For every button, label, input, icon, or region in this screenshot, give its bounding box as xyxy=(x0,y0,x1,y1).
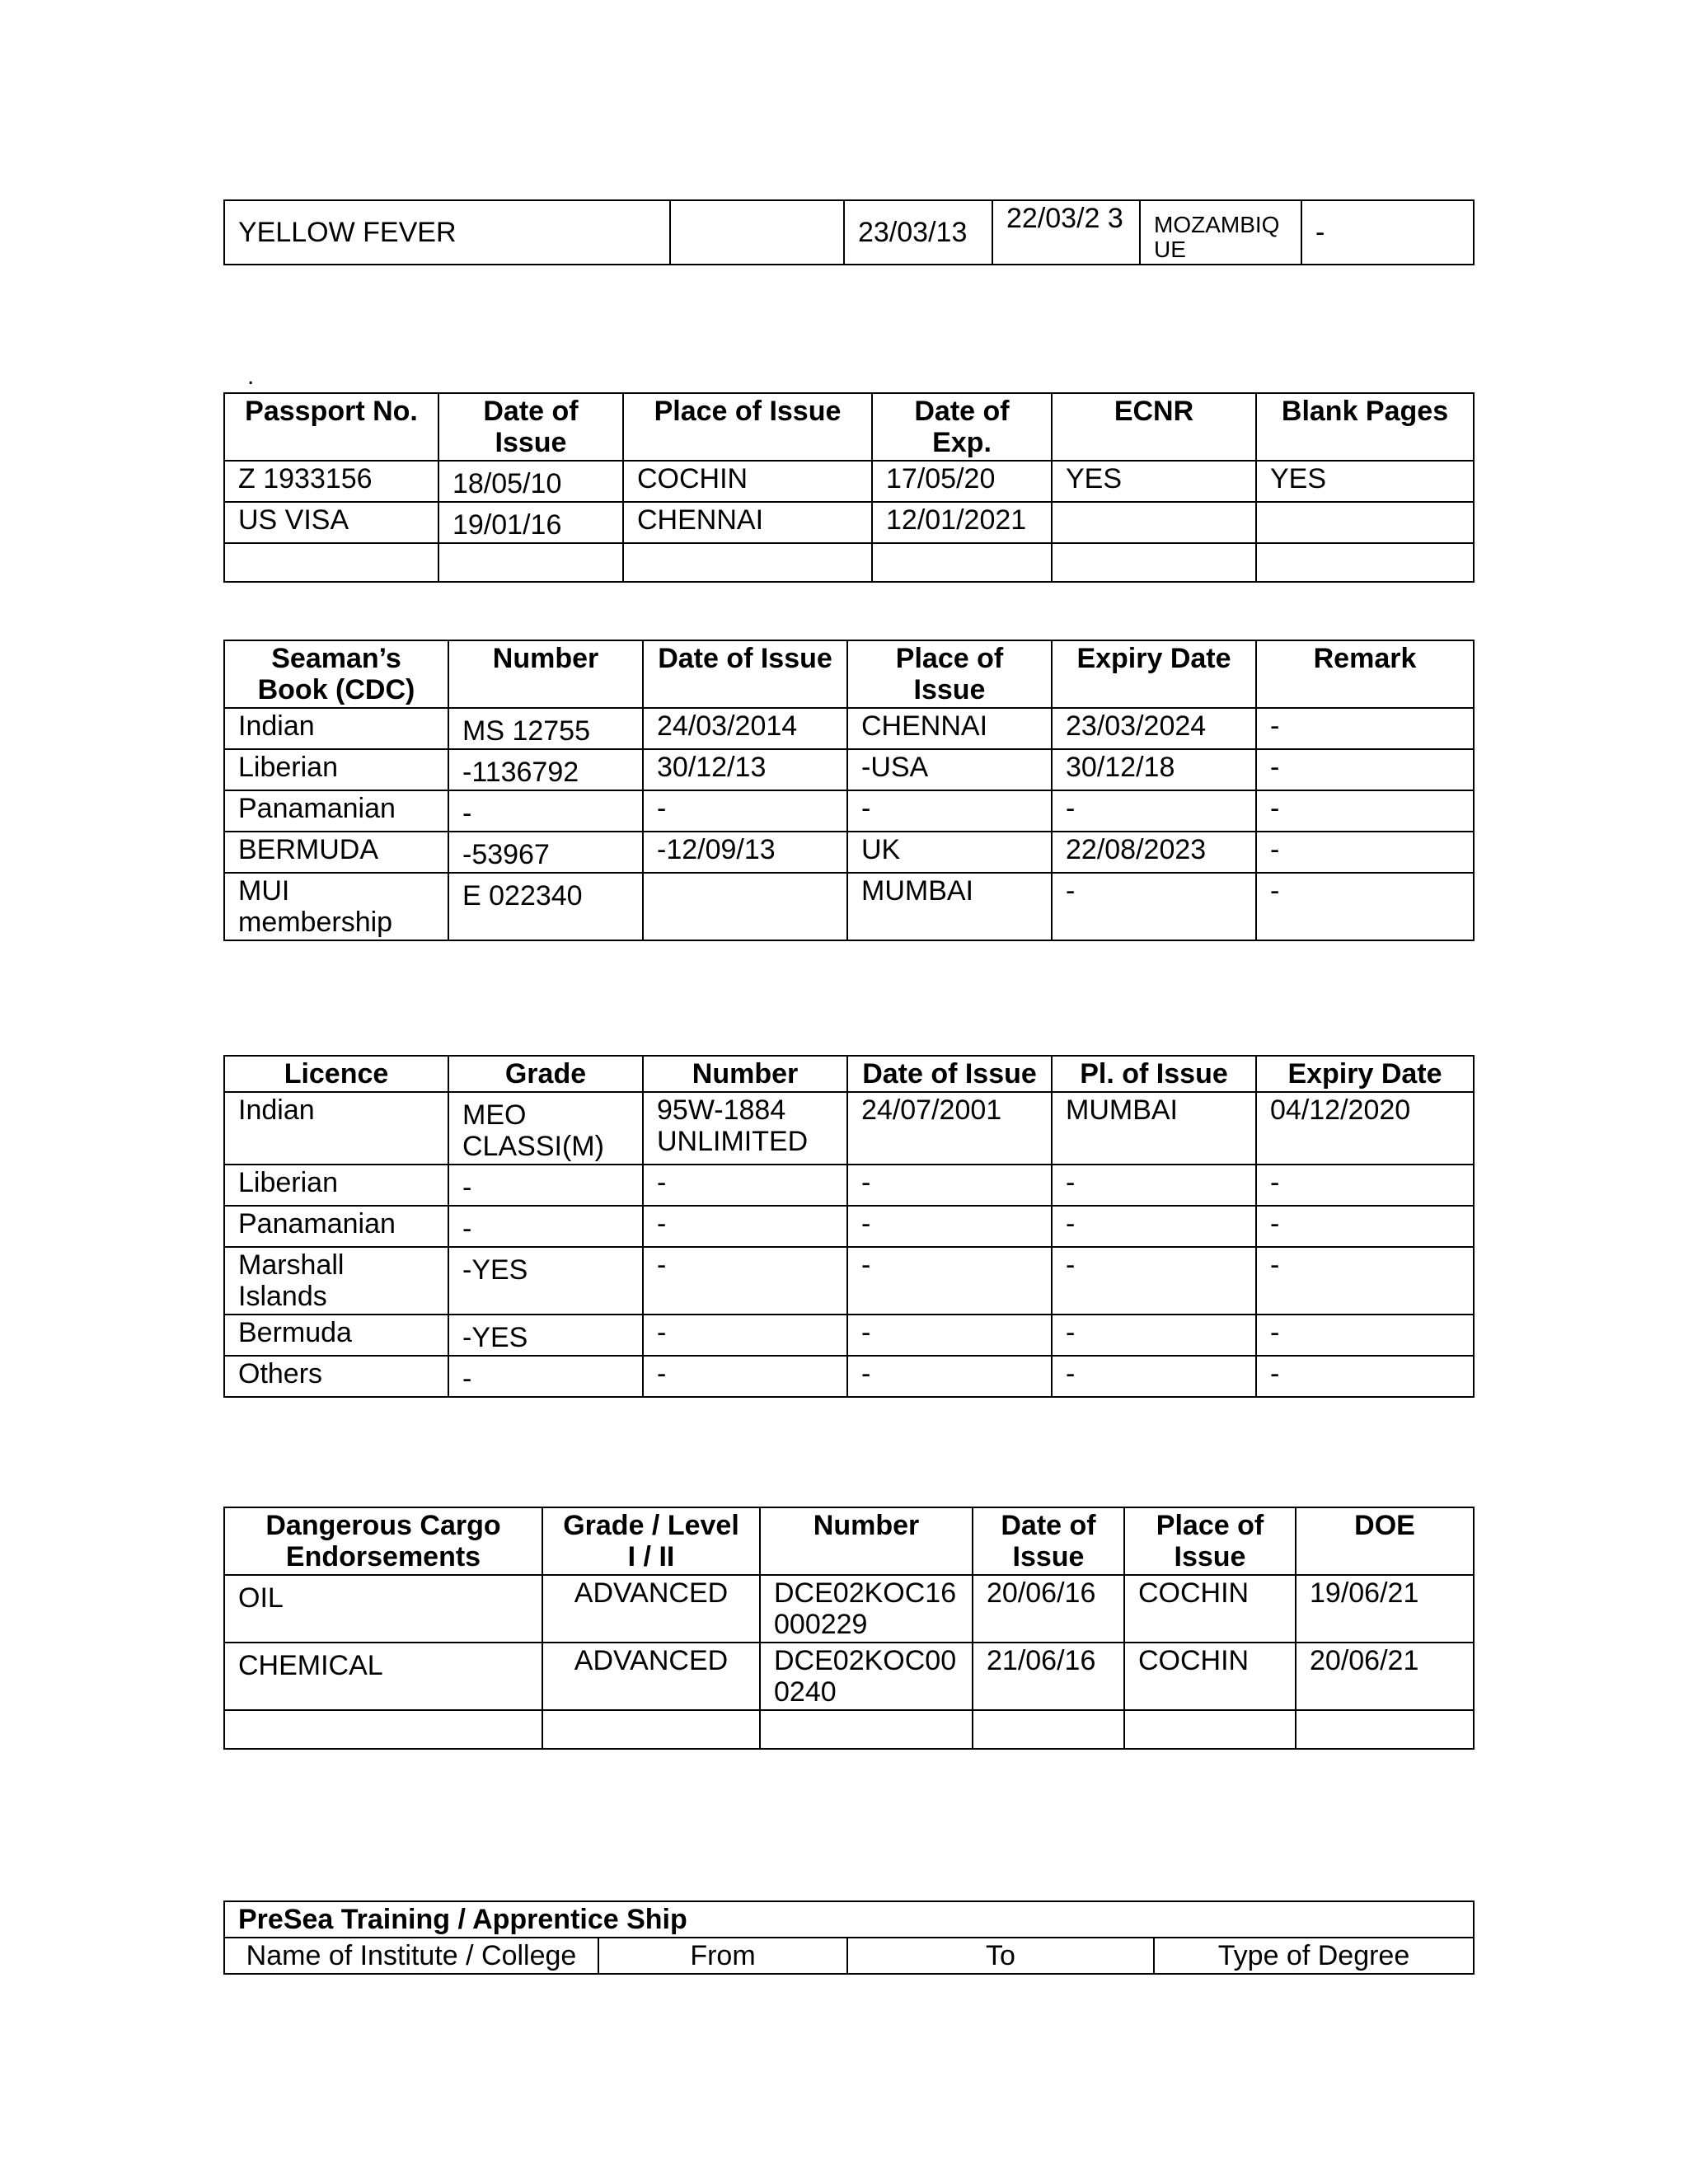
column-header: Date of Issue xyxy=(973,1507,1124,1575)
table-cell xyxy=(224,1710,542,1749)
table-row xyxy=(224,1315,1474,1356)
table-cell: E 022340 xyxy=(448,873,643,940)
table-cell xyxy=(872,543,1052,582)
table-cell xyxy=(760,1710,973,1749)
table-cell: - xyxy=(847,1206,1052,1247)
table-cell: 12/01/2021 xyxy=(872,502,1052,543)
table-cell: CHEMICAL xyxy=(224,1643,542,1710)
column-header: Grade / Level I / II xyxy=(542,1507,760,1575)
column-header: Type of Degree xyxy=(1154,1938,1474,1974)
table-cell: - xyxy=(1052,1165,1256,1206)
licence-table xyxy=(223,1055,1475,1398)
table-cell: ADVANCED xyxy=(542,1643,760,1710)
table-cell: - xyxy=(847,1247,1052,1315)
table-cell: - xyxy=(643,1315,847,1356)
column-header: Date of Exp. xyxy=(872,393,1052,461)
table-row xyxy=(224,749,1474,790)
table-cell: 19/01/16 xyxy=(438,502,623,543)
table-cell: BERMUDA xyxy=(224,832,448,873)
vaccine-date-of-issue: 23/03/13 xyxy=(844,200,992,265)
vaccine-expiry: 22/03/2 3 xyxy=(992,200,1140,265)
table-cell: - xyxy=(448,1206,643,1247)
table-cell: 95W-1884 UNLIMITED xyxy=(643,1092,847,1165)
column-header: Date of Issue xyxy=(438,393,623,461)
table-cell: ADVANCED xyxy=(542,1575,760,1643)
table-cell xyxy=(623,543,872,582)
column-header: Date of Issue xyxy=(847,1056,1052,1092)
table-cell: MUI membership xyxy=(224,873,448,940)
table-cell: - xyxy=(448,790,643,832)
table-cell xyxy=(1296,1710,1474,1749)
table-row xyxy=(224,200,1474,265)
table-cell: DCE02KOC16 000229 xyxy=(760,1575,973,1643)
table-cell: Z 1933156 xyxy=(224,461,438,502)
column-header: Number xyxy=(448,640,643,708)
table-cell: YES xyxy=(1256,461,1474,502)
table-cell: CHENNAI xyxy=(847,708,1052,749)
table-cell: - xyxy=(1256,1315,1474,1356)
table-header-row xyxy=(224,1507,1474,1575)
table-cell: - xyxy=(1052,790,1256,832)
table-cell: - xyxy=(1256,832,1474,873)
table-cell: COCHIN xyxy=(623,461,872,502)
table-cell: MUMBAI xyxy=(1052,1092,1256,1165)
table-cell: 23/03/2024 xyxy=(1052,708,1256,749)
table-row xyxy=(224,461,1474,502)
column-header: Date of Issue xyxy=(643,640,847,708)
separator-dot: . xyxy=(247,363,255,390)
table-cell: - xyxy=(1256,873,1474,940)
column-header: Number xyxy=(760,1507,973,1575)
vaccine-name: YELLOW FEVER xyxy=(224,200,670,265)
column-header: Grade xyxy=(448,1056,643,1092)
table-cell: - xyxy=(847,790,1052,832)
table-cell: 30/12/13 xyxy=(643,749,847,790)
table-cell: - xyxy=(643,1356,847,1397)
column-header: From xyxy=(598,1938,847,1974)
table-row xyxy=(224,543,1474,582)
table-row xyxy=(224,1575,1474,1643)
column-header: Number xyxy=(643,1056,847,1092)
section-title: PreSea Training / Apprentice Ship xyxy=(224,1901,1474,1938)
table-cell: - xyxy=(1256,1247,1474,1315)
table-cell: 22/08/2023 xyxy=(1052,832,1256,873)
vaccine-number xyxy=(670,200,844,265)
table-cell: DCE02KOC00 0240 xyxy=(760,1643,973,1710)
table-cell xyxy=(973,1710,1124,1749)
column-header: Expiry Date xyxy=(1052,640,1256,708)
table-cell xyxy=(1256,543,1474,582)
table-cell: COCHIN xyxy=(1124,1575,1296,1643)
table-row xyxy=(224,708,1474,749)
table-cell xyxy=(542,1710,760,1749)
table-cell: YES xyxy=(1052,461,1256,502)
table-cell: Indian xyxy=(224,708,448,749)
table-cell: 24/03/2014 xyxy=(643,708,847,749)
table-cell xyxy=(1256,502,1474,543)
table-cell: 30/12/18 xyxy=(1052,749,1256,790)
table-cell: - xyxy=(847,1165,1052,1206)
table-row xyxy=(224,1206,1474,1247)
table-cell: - xyxy=(1052,1206,1256,1247)
table-row xyxy=(224,873,1474,940)
presea-table xyxy=(223,1900,1475,1975)
table-cell: US VISA xyxy=(224,502,438,543)
table-cell: -YES xyxy=(448,1247,643,1315)
table-cell: - xyxy=(1052,1315,1256,1356)
table-cell: Others xyxy=(224,1356,448,1397)
table-cell: 04/12/2020 xyxy=(1256,1092,1474,1165)
column-header: Blank Pages xyxy=(1256,393,1474,461)
table-cell: Liberian xyxy=(224,1165,448,1206)
table-cell: - xyxy=(1052,873,1256,940)
column-header: Dangerous Cargo Endorsements xyxy=(224,1507,542,1575)
column-header: Passport No. xyxy=(224,393,438,461)
column-header: Licence xyxy=(224,1056,448,1092)
table-row xyxy=(224,1092,1474,1165)
table-cell: - xyxy=(1256,1206,1474,1247)
table-cell: - xyxy=(1052,1356,1256,1397)
vaccine-place: MOZAMBIQ UE xyxy=(1140,200,1301,265)
table-cell: COCHIN xyxy=(1124,1643,1296,1710)
table-cell: - xyxy=(847,1356,1052,1397)
table-cell: OIL xyxy=(224,1575,542,1643)
table-header-row xyxy=(224,640,1474,708)
column-header: Pl. of Issue xyxy=(1052,1056,1256,1092)
table-cell: MS 12755 xyxy=(448,708,643,749)
table-cell: 24/07/2001 xyxy=(847,1092,1052,1165)
table-cell xyxy=(1052,502,1256,543)
table-cell: - xyxy=(1256,790,1474,832)
table-row xyxy=(224,832,1474,873)
table-row xyxy=(224,502,1474,543)
table-cell: - xyxy=(1256,1165,1474,1206)
table-cell: Indian xyxy=(224,1092,448,1165)
table-cell xyxy=(1052,543,1256,582)
column-header: Place of Issue xyxy=(1124,1507,1296,1575)
table-cell: CHENNAI xyxy=(623,502,872,543)
column-header: Name of Institute / College xyxy=(224,1938,598,1974)
table-cell: - xyxy=(448,1356,643,1397)
table-row xyxy=(224,1247,1474,1315)
table-row xyxy=(224,1356,1474,1397)
passport-table xyxy=(223,392,1475,583)
column-header: To xyxy=(847,1938,1154,1974)
cdc-table xyxy=(223,640,1475,941)
table-cell: -12/09/13 xyxy=(643,832,847,873)
vaccination-table xyxy=(223,199,1475,265)
table-cell: Bermuda xyxy=(224,1315,448,1356)
column-header: Place of Issue xyxy=(623,393,872,461)
table-row xyxy=(224,1643,1474,1710)
table-cell: - xyxy=(1256,708,1474,749)
table-cell: - xyxy=(643,1165,847,1206)
table-cell: MEO CLASSI(M) xyxy=(448,1092,643,1165)
table-cell: - xyxy=(643,1206,847,1247)
column-header: ECNR xyxy=(1052,393,1256,461)
table-cell: UK xyxy=(847,832,1052,873)
table-cell: MUMBAI xyxy=(847,873,1052,940)
table-cell: -YES xyxy=(448,1315,643,1356)
table-cell: -USA xyxy=(847,749,1052,790)
table-cell: -53967 xyxy=(448,832,643,873)
table-cell: 21/06/16 xyxy=(973,1643,1124,1710)
table-cell: - xyxy=(643,790,847,832)
table-cell: - xyxy=(847,1315,1052,1356)
table-cell: - xyxy=(1256,1356,1474,1397)
table-cell: 18/05/10 xyxy=(438,461,623,502)
table-cell: Panamanian xyxy=(224,1206,448,1247)
table-cell: 19/06/21 xyxy=(1296,1575,1474,1643)
table-header-row xyxy=(224,1938,1474,1974)
table-row xyxy=(224,790,1474,832)
vaccine-remark: - xyxy=(1301,200,1474,265)
table-cell: 20/06/21 xyxy=(1296,1643,1474,1710)
table-cell xyxy=(643,873,847,940)
table-cell: Panamanian xyxy=(224,790,448,832)
table-cell: - xyxy=(1256,749,1474,790)
table-header-row xyxy=(224,1056,1474,1092)
table-cell xyxy=(224,543,438,582)
column-header: Remark xyxy=(1256,640,1474,708)
table-row xyxy=(224,1710,1474,1749)
table-cell: -1136792 xyxy=(448,749,643,790)
column-header: Expiry Date xyxy=(1256,1056,1474,1092)
table-cell: 17/05/20 xyxy=(872,461,1052,502)
column-header: Place of Issue xyxy=(847,640,1052,708)
table-cell xyxy=(438,543,623,582)
table-cell xyxy=(1124,1710,1296,1749)
column-header: Seaman’s Book (CDC) xyxy=(224,640,448,708)
table-cell: Liberian xyxy=(224,749,448,790)
table-cell: - xyxy=(1052,1247,1256,1315)
table-row xyxy=(224,1165,1474,1206)
table-cell: - xyxy=(643,1247,847,1315)
table-header-row xyxy=(224,393,1474,461)
column-header: DOE xyxy=(1296,1507,1474,1575)
table-cell: 20/06/16 xyxy=(973,1575,1124,1643)
table-cell: - xyxy=(448,1165,643,1206)
table-cell: Marshall Islands xyxy=(224,1247,448,1315)
dce-table xyxy=(223,1507,1475,1750)
table-title-row xyxy=(224,1901,1474,1938)
